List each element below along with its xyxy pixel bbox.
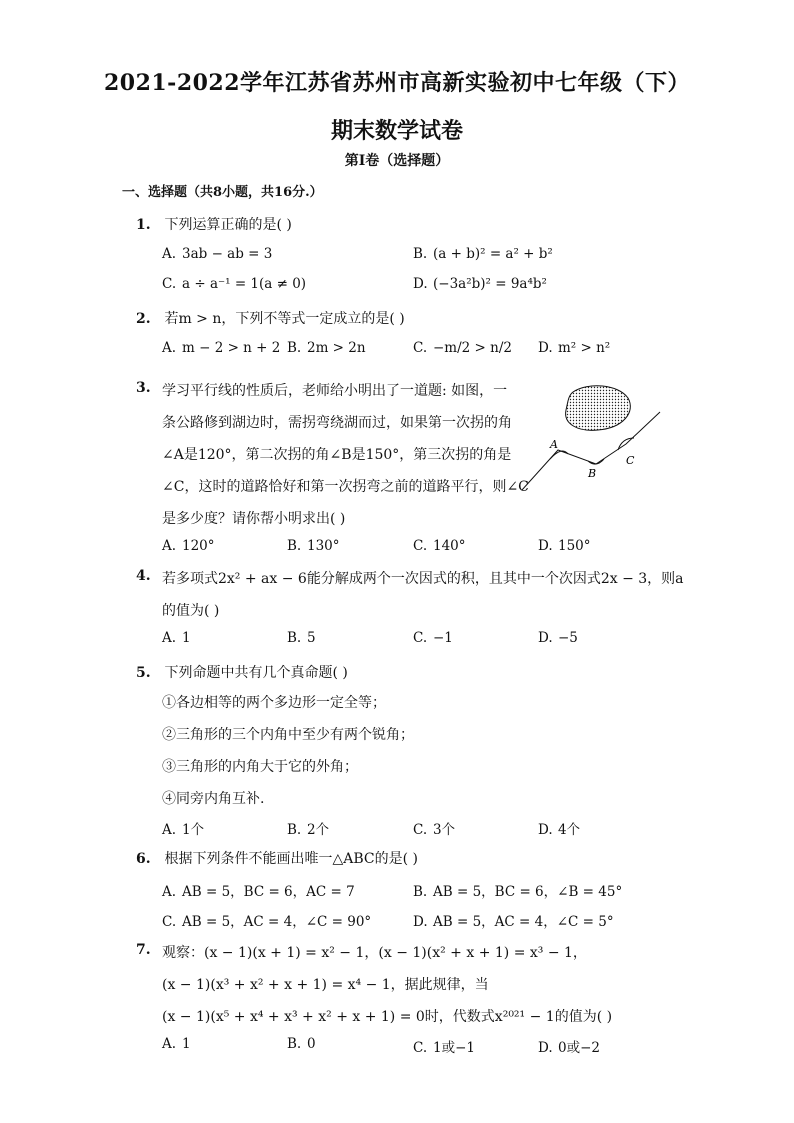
option-b: B. AB = 5，BC = 6，∠B = 45° <box>413 884 623 900</box>
option-a: A. 1个 <box>162 822 205 838</box>
option-b: B. 130° <box>287 538 340 554</box>
label-a: A <box>550 438 558 451</box>
option-b: B. 5 <box>287 630 316 646</box>
option-c: C. 140° <box>413 538 466 554</box>
lake-shape <box>566 386 631 431</box>
question-2: 2. 若m > n，下列不等式一定成立的是( ) <box>136 311 405 327</box>
option-c: C. −1 <box>413 630 453 646</box>
stem-line: ∠A是120°，第二次拐的角∠B是150°，第三次拐的角是 <box>162 447 512 463</box>
option-c: C. 1或−1 <box>413 1040 475 1056</box>
option-a: A. 1 <box>162 630 191 646</box>
question-stem: 若m > n，下列不等式一定成立的是( ) <box>164 311 405 327</box>
option-d: D. −5 <box>538 630 578 646</box>
option-d: D. m² > n² <box>538 340 611 356</box>
exam-title-line2: 期末数学试卷 <box>330 118 463 144</box>
question-6: 6. 根据下列条件不能画出唯一△ABC的是( ) <box>136 851 418 867</box>
proposition-item: ③三角形的内角大于它的外角； <box>162 759 358 775</box>
option-d: D. (−3a²b)² = 9a⁴b² <box>413 276 547 292</box>
stem-line: ∠C，这时的道路恰好和第一次拐弯之前的道路平行，则∠C <box>162 479 529 495</box>
option-a: A. 120° <box>162 538 215 554</box>
proposition-item: ①各边相等的两个多边形一定全等； <box>162 695 386 711</box>
stem-line: 是多少度？请你帮小明求出( ) <box>162 511 346 527</box>
section-heading: 一、选择题（共8小题，共16分.） <box>122 185 323 200</box>
proposition-item: ④同旁内角互补. <box>162 791 265 807</box>
option-b: B. (a + b)² = a² + b² <box>413 246 553 262</box>
stem-line: (x − 1)(x³ + x² + x + 1) = x⁴ − 1，据此规律，当 <box>162 977 489 993</box>
option-c: C. 3个 <box>413 822 456 838</box>
proposition-item: ②三角形的三个内角中至少有两个锐角； <box>162 727 414 743</box>
volume-heading: 第I卷（选择题） <box>344 153 450 169</box>
option-d: D. 150° <box>538 538 591 554</box>
question-4: 4. <box>136 568 151 584</box>
question-3: 3. <box>136 380 151 396</box>
stem-line: 学习平行线的性质后，老师给小明出了一道题: 如图，一 <box>162 383 508 399</box>
option-c: C. a ÷ a⁻¹ = 1(a ≠ 0) <box>162 276 307 292</box>
option-c: C. AB = 5，AC = 4，∠C = 90° <box>162 914 372 930</box>
question-number: 1. <box>136 217 151 233</box>
question-1 <box>136 214 292 234</box>
option-a: A. AB = 5，BC = 6，AC = 7 <box>162 884 355 900</box>
option-b: B. 0 <box>287 1036 316 1052</box>
option-b: B. 2m > 2n <box>287 340 366 356</box>
question-stem: 下列命题中共有几个真命题( ) <box>164 665 348 681</box>
option-d: D. 4个 <box>538 822 581 838</box>
question-stem: 下列运算正确的是( ) <box>164 217 292 233</box>
label-b: B <box>588 467 597 480</box>
label-c: C <box>626 454 635 467</box>
option-b: B. 2个 <box>287 822 330 838</box>
stem-line: 的值为( ) <box>162 603 220 619</box>
stem-line: 观察：(x − 1)(x + 1) = x² − 1，(x − 1)(x² + x + 1) = x³ − 1， <box>162 945 587 961</box>
stem-line: (x − 1)(x⁵ + x⁴ + x³ + x² + x + 1) = 0时，代数式x²⁰²¹ − 1的值为( ) <box>162 1009 613 1025</box>
question-7: 7. <box>136 942 151 958</box>
angle-arc-a <box>550 451 568 459</box>
option-a: A. 3ab − ab = 3 <box>162 246 273 262</box>
question-5: 5. 下列命题中共有几个真命题( ) <box>136 665 348 681</box>
stem-line: 若多项式2x² + ax − 6能分解成两个一次因式的积，且其中一个次因式2x − 3，则a <box>162 571 684 587</box>
option-d: D. AB = 5，AC = 4，∠C = 5° <box>413 914 614 930</box>
stem-line: 条公路修到湖边时，需拐弯绕湖而过，如果第一次拐的角 <box>162 415 512 431</box>
option-c: C. −m/2 > n/2 <box>413 340 512 356</box>
option-a: A. m − 2 > n + 2 <box>162 340 281 356</box>
option-d: D. 0或−2 <box>538 1040 600 1056</box>
lake-road-figure <box>518 380 668 490</box>
exam-title-line1: 2021-2022学年江苏省苏州市高新实验初中七年级（下） <box>103 70 691 96</box>
option-a: A. 1 <box>162 1036 191 1052</box>
question-stem: 根据下列条件不能画出唯一△ABC的是( ) <box>164 851 418 867</box>
